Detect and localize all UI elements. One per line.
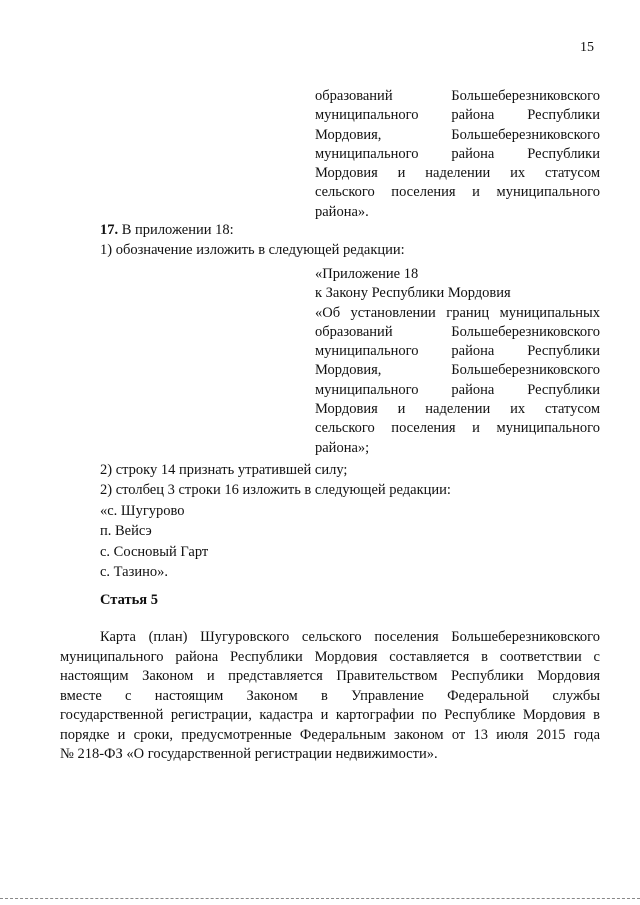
page-number: 15 xyxy=(580,40,594,55)
village-line: с. Тазино». xyxy=(100,564,168,580)
appendix-line: образований Большеберезниковского xyxy=(315,323,600,340)
sub-item-2a: 2) строку 14 признать утратившей силу; xyxy=(100,462,348,478)
article-paragraph xyxy=(60,628,600,765)
top-block-line: образований Большеберезниковского xyxy=(315,88,600,104)
item-17-text: В приложении 18: xyxy=(118,222,234,238)
appendix-line: сельского поселения и муниципального xyxy=(315,420,600,437)
sub-item-2b: 2) столбец 3 строки 16 изложить в следующей редакции: xyxy=(100,482,451,498)
article-line: порядке и сроки, предусмотренные Федеральным законом от 13 июля 2015 года xyxy=(60,726,600,743)
appendix-line: района»; xyxy=(315,439,370,456)
village-line: с. Сосновый Гарт xyxy=(100,544,209,560)
top-block-line: муниципального района Республики xyxy=(315,145,600,162)
article-line: государственной регистрации, кадастра и картографии по Республике Мордовия в xyxy=(60,707,600,723)
appendix-line: «Об установлении границ муниципальных xyxy=(315,304,600,321)
sub-item-1: 1) обозначение изложить в следующей редакции: xyxy=(100,242,405,258)
article-line: муниципального района Республики Мордовия составляется в соответствии с xyxy=(60,648,600,665)
village-line: п. Вейсэ xyxy=(100,523,152,539)
article-line: настоящим Законом и представляется Правительством Республики Мордовия xyxy=(60,668,600,684)
appendix-quote-block xyxy=(315,265,600,458)
appendix-line: «Приложение 18 xyxy=(315,266,419,282)
top-block-line: сельского поселения и муниципального xyxy=(315,184,600,201)
item-17-heading xyxy=(100,222,234,239)
item-17-number: 17. xyxy=(100,222,119,238)
top-block-line: Мордовия и наделении их статусом xyxy=(315,165,600,182)
top-block-line: муниципального района Республики xyxy=(315,107,600,124)
appendix-line: к Закону Республики Мордовия xyxy=(315,285,511,302)
article-line: № 218-ФЗ «О государственной регистрации недвижимости». xyxy=(60,746,438,762)
appendix-line: Мордовия и наделении их статусом xyxy=(315,401,600,418)
article-line: вместе с настоящим Законом в Управление Федеральной службы xyxy=(60,687,600,704)
top-quote-block xyxy=(315,87,600,222)
appendix-line: муниципального района Республики xyxy=(315,381,600,398)
appendix-line: Мордовия, Большеберезниковского xyxy=(315,362,600,379)
top-block-line: района». xyxy=(315,203,369,220)
bottom-divider xyxy=(0,898,640,899)
top-block-line: Мордовия, Большеберезниковского xyxy=(315,126,600,143)
article-line: Карта (план) Шугуровского сельского поселения Большеберезниковского xyxy=(100,629,600,645)
appendix-line: муниципального района Республики xyxy=(315,343,600,360)
village-line: «с. Шугурово xyxy=(100,503,185,519)
article-title: Статья 5 xyxy=(100,592,158,608)
